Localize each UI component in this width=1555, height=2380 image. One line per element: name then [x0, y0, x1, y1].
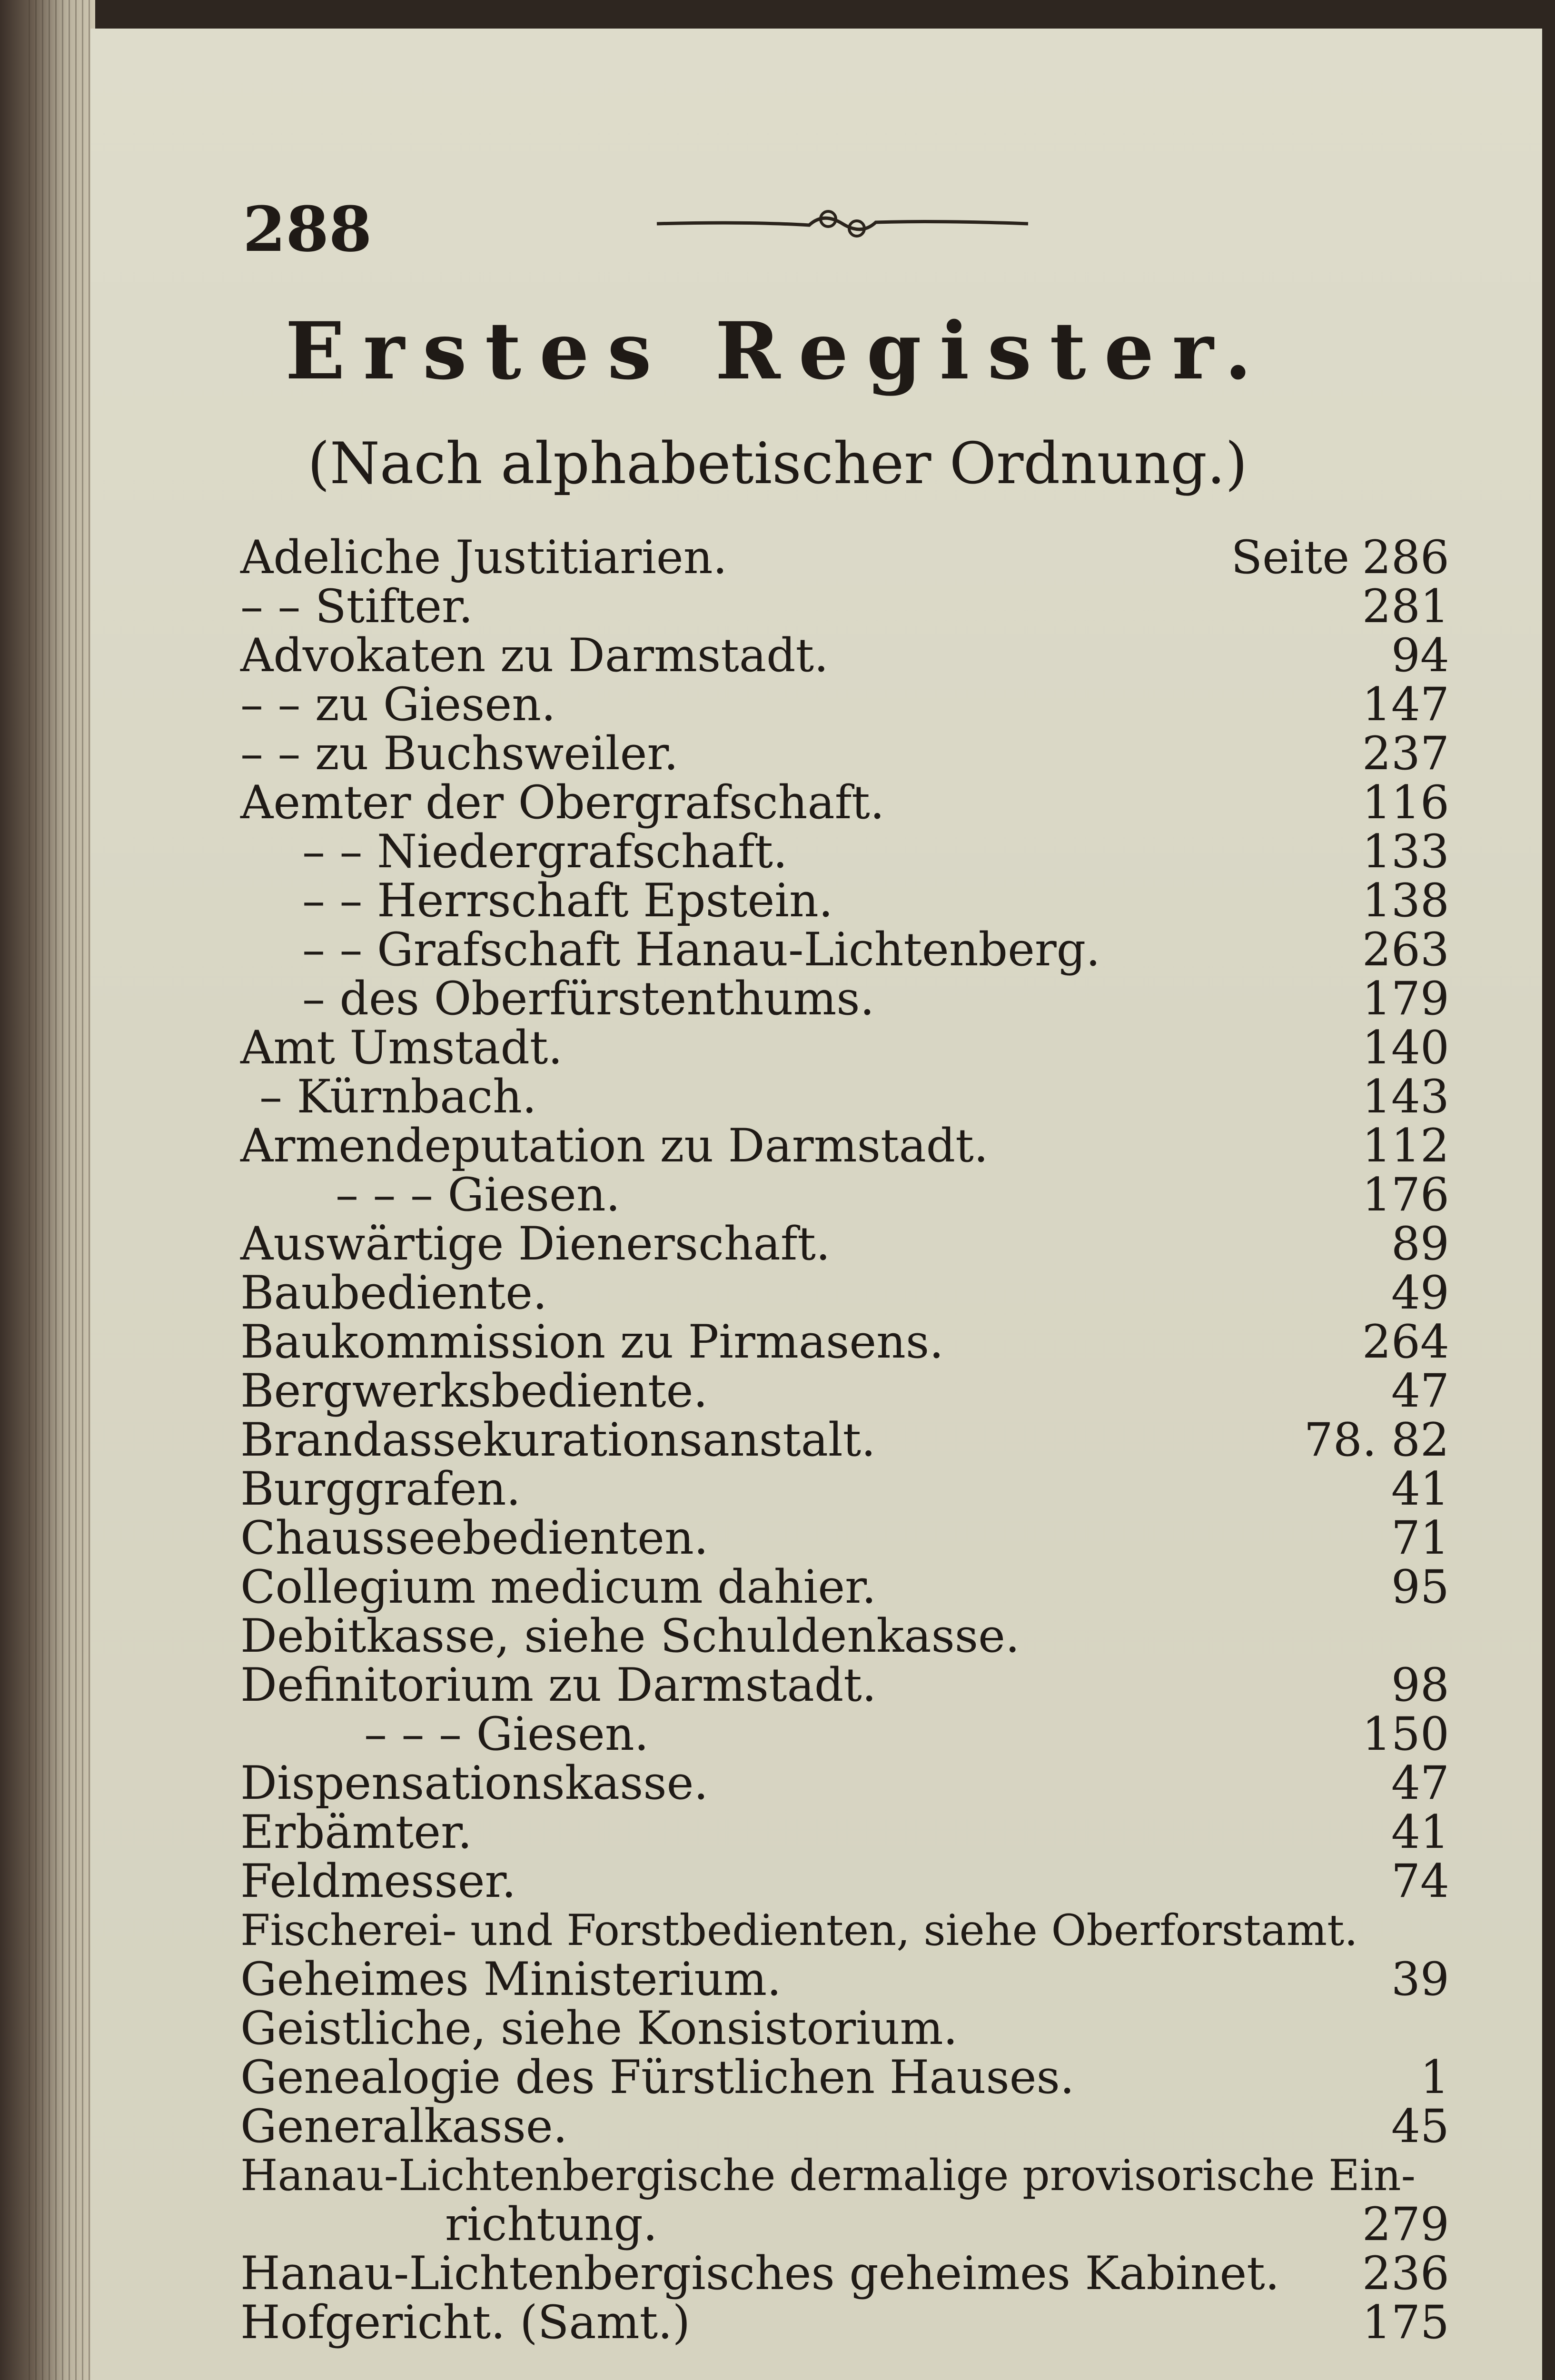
entry-label: Chausseebedienten. [240, 1511, 709, 1565]
index-entry [240, 1121, 1449, 1170]
entry-page: 150 [1362, 1707, 1449, 1761]
entry-label: Bergwerksbediente. [240, 1364, 708, 1418]
index-entry [240, 1707, 1449, 1761]
entry-label: Definitorium zu Darmstadt. [240, 1658, 877, 1712]
index-entry [240, 925, 1449, 974]
entry-page: 112 [1362, 1119, 1449, 1172]
entry-page: 140 [1362, 1021, 1449, 1074]
entry-page: 138 [1362, 874, 1449, 927]
entry-page: 39 [1391, 1953, 1449, 2006]
entry-label: Hanau-Lichtenbergische dermalige provisorische Ein- [240, 2151, 1416, 2201]
entry-page: 179 [1362, 972, 1449, 1025]
entry-page: 279 [1362, 2198, 1449, 2251]
entry-label: Aemter der Obergrafschaft. [240, 776, 885, 829]
page-subtitle: (Nach alphabetischer Ordnung.) [307, 431, 1248, 497]
entry-page: 47 [1391, 1756, 1449, 1810]
index-entry [240, 1805, 1449, 1859]
entry-page: 286 [1362, 531, 1449, 584]
entry-page: 133 [1362, 825, 1449, 878]
entry-page: 94 [1391, 629, 1449, 682]
entry-label: Erbämter. [240, 1805, 472, 1859]
entry-page: 74 [1391, 1854, 1449, 1908]
ornament-divider [652, 202, 1033, 245]
entry-label: Baukommission zu Pirmasens. [240, 1315, 944, 1368]
entry-label: Geistliche, siehe Konsistorium. [240, 2002, 958, 2055]
entry-page: 147 [1362, 678, 1449, 731]
entry-page: 47 [1391, 1364, 1449, 1418]
index-entry [240, 1217, 1449, 1270]
index-entry [240, 974, 1449, 1023]
entry-page: 89 [1391, 1217, 1449, 1270]
index-entry [240, 2200, 1449, 2249]
index-entry [240, 2249, 1449, 2298]
entry-label: Debitkasse, siehe Schuldenkasse. [240, 1609, 1020, 1663]
entry-label: Brandassekurationsanstalt. [240, 1413, 876, 1467]
entry-label: Geheimes Ministerium. [240, 1953, 782, 2006]
entry-page: 176 [1362, 1168, 1449, 1221]
entry-page: 263 [1362, 923, 1449, 976]
index-entry [240, 680, 1449, 729]
entry-page: 41 [1391, 1462, 1449, 1516]
entry-label: Feldmesser. [240, 1854, 516, 1908]
entry-label: – – – Giesen. [336, 1168, 621, 1221]
index-entry [240, 827, 1449, 876]
entry-label: Auswärtige Dienerschaft. [240, 1217, 831, 1270]
index-entries [240, 533, 1449, 2347]
page-number: 288 [243, 193, 372, 266]
entry-label: Genealogie des Fürstlichen Hauses. [240, 2051, 1075, 2104]
index-entry [240, 582, 1449, 631]
index-entry [240, 1072, 1449, 1121]
entry-label: Hanau-Lichtenbergisches geheimes Kabinet. [240, 2247, 1280, 2300]
index-entry [240, 1854, 1449, 1908]
entry-page: 95 [1391, 1560, 1449, 1614]
entry-page: 236 [1362, 2247, 1449, 2300]
entry-page: 98 [1391, 1658, 1449, 1712]
index-entry [240, 1462, 1449, 1516]
entry-page: 116 [1362, 776, 1449, 829]
index-entry [240, 631, 1449, 680]
index-entry [240, 2102, 1449, 2151]
index-entry [240, 1364, 1449, 1418]
entry-page: 49 [1391, 1266, 1449, 1319]
index-entry [240, 2298, 1449, 2347]
index-entry [240, 729, 1449, 778]
entry-label: Amt Umstadt. [240, 1021, 563, 1074]
entry-page: 78. 82 [1304, 1413, 1449, 1467]
entry-label: Armendeputation zu Darmstadt. [240, 1119, 989, 1172]
entry-page: 175 [1362, 2296, 1449, 2349]
index-entry [240, 2151, 1449, 2200]
entry-label: Dispensationskasse. [240, 1756, 708, 1810]
index-entry [240, 1609, 1449, 1663]
index-entry [240, 1413, 1449, 1467]
entry-label: – Kürnbach. [259, 1070, 537, 1123]
entry-label: – – Grafschaft Hanau-Lichtenberg. [302, 923, 1100, 976]
entry-label: – des Oberfürstenthums. [302, 972, 875, 1025]
entry-page: 1 [1420, 2051, 1449, 2104]
entry-label: Collegium medicum dahier. [240, 1560, 877, 1614]
index-entry [240, 1266, 1449, 1319]
index-entry [240, 1906, 1449, 1955]
page-title: Erstes Register. [285, 305, 1270, 397]
entry-label: – – zu Buchsweiler. [240, 727, 679, 780]
index-entry [240, 2053, 1449, 2102]
index-entry [240, 1170, 1449, 1220]
entry-label: Generalkasse. [240, 2100, 568, 2153]
entry-page: 281 [1362, 580, 1449, 633]
index-entry [240, 1315, 1449, 1368]
seite-label: Seite [1231, 531, 1349, 584]
index-entry [240, 1511, 1449, 1565]
index-entry [240, 876, 1449, 925]
index-entry [240, 2004, 1449, 2053]
entry-label: Fischerei- und Forstbedienten, siehe Oberforstamt. [240, 1905, 1358, 1955]
index-entry [240, 1658, 1449, 1712]
index-entry [240, 533, 1449, 582]
entry-label: Adeliche Justitiarien. [240, 531, 728, 584]
entry-label: Burggrafen. [240, 1462, 521, 1516]
index-entry [240, 1560, 1449, 1614]
entry-label: – – Herrschaft Epstein. [302, 874, 833, 927]
index-entry [240, 1756, 1449, 1810]
entry-label: – – Stifter. [240, 580, 473, 633]
entry-label: – – zu Giesen. [240, 678, 556, 731]
entry-page: 45 [1391, 2100, 1449, 2153]
index-entry [240, 1955, 1449, 2004]
index-entry [240, 1023, 1449, 1072]
entry-page: 264 [1362, 1315, 1449, 1368]
entry-label: Baubediente. [240, 1266, 547, 1319]
entry-label: – – Niedergrafschaft. [302, 825, 788, 878]
entry-page: 143 [1362, 1070, 1449, 1123]
entry-label: Advokaten zu Darmstadt. [240, 629, 829, 682]
entry-label: Hofgericht. (Samt.) [240, 2296, 691, 2349]
entry-page: 237 [1362, 727, 1449, 780]
entry-label: – – – Giesen. [364, 1707, 649, 1761]
index-entry [240, 778, 1449, 827]
entry-label: richtung. [445, 2198, 658, 2251]
entry-page: 71 [1391, 1511, 1449, 1565]
entry-page: 41 [1391, 1805, 1449, 1859]
